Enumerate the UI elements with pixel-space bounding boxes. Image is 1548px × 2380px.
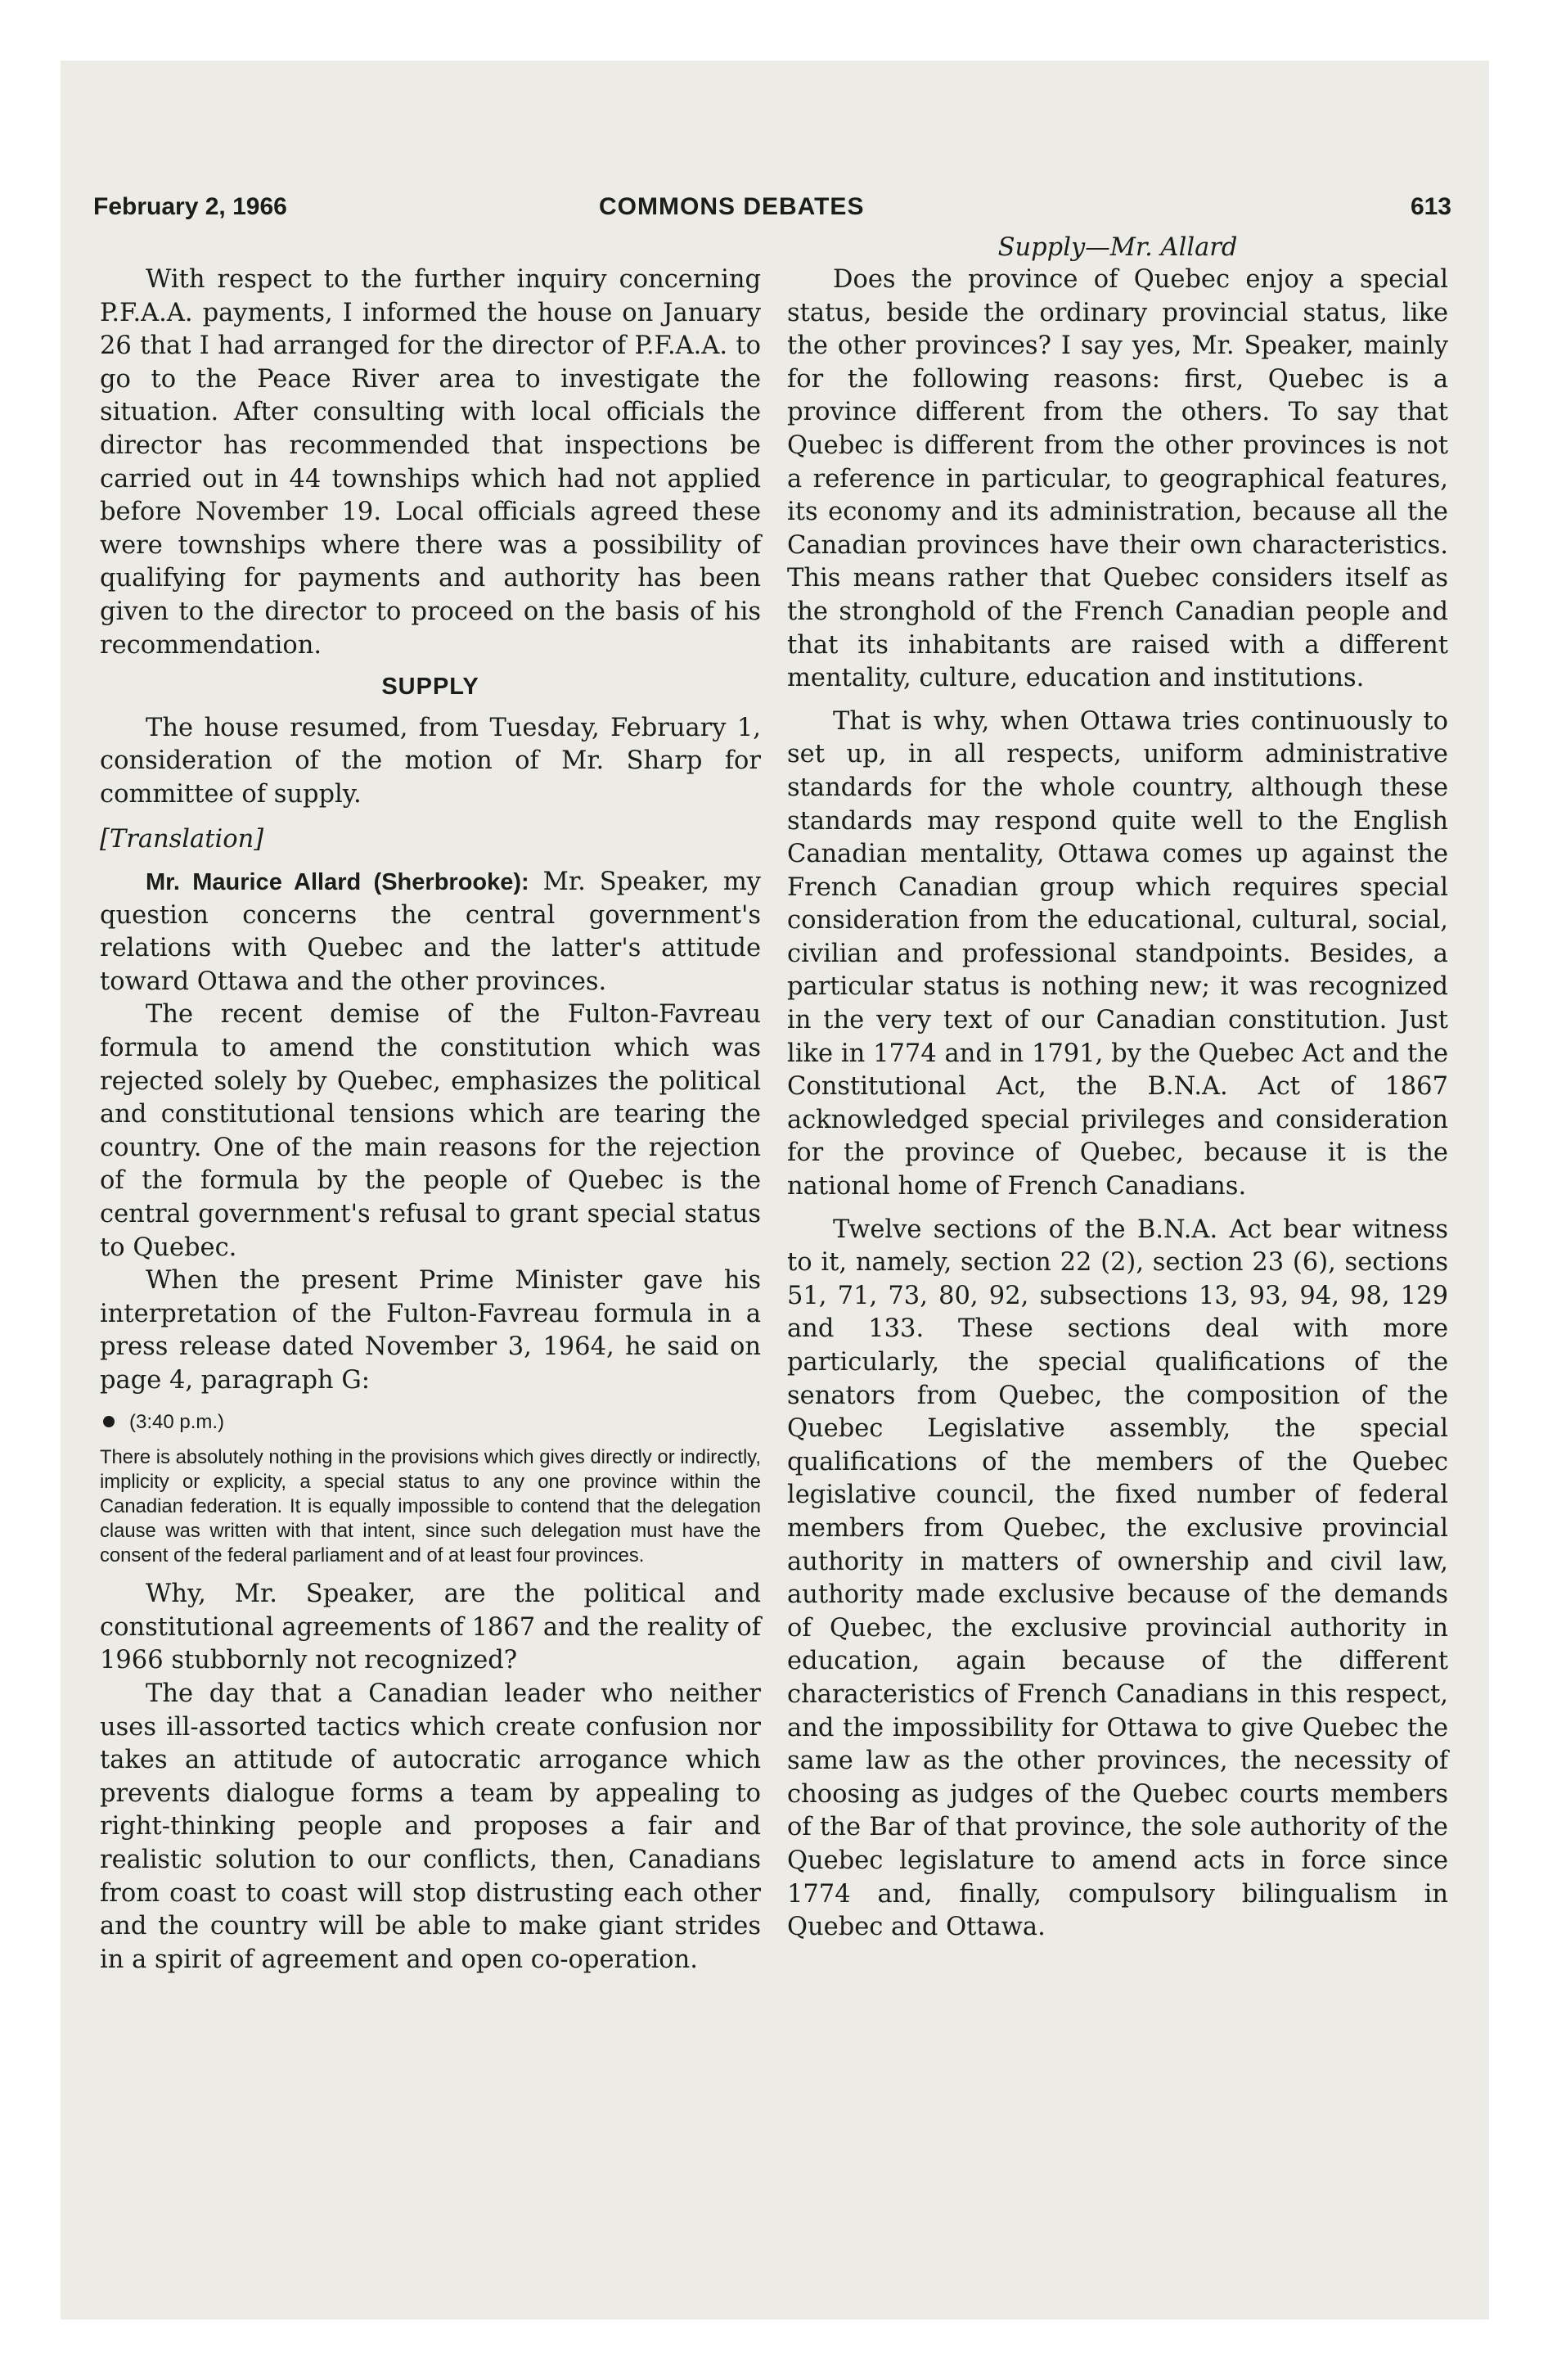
speech-opening [100, 866, 761, 998]
paragraph: Why, Mr. Speaker, are the political and constitutional agreements of 1867 and the reality of 1966 stubbornly not recognized? [100, 1580, 761, 1675]
paragraph: Mr. Speaker, my question concerns the central government's relations with Quebec and the latter's attitude toward Ottawa and the other provinces. [100, 868, 761, 996]
header-title: COMMONS DEBATES [599, 193, 865, 220]
paragraph: Does the province of Quebec enjoy a special status, beside the ordinary provincial status, like the other provinces? I say yes, Mr. Speaker, mainly for the following reasons: first, Quebec is a province different from the others. To say that Quebec is different from the other provinces is not a reference in particular, to geographical features, its economy and its administration, because all the Canadian provinces have their own characteristics. This means rather that Quebec considers itself as the stronghold of the French Canadian people and that its inhabitants are raised with a different mentality, culture, education and institutions. [787, 265, 1448, 693]
bullet-icon [103, 1416, 115, 1427]
paragraph: With respect to the further inquiry concerning P.F.A.A. payments, I informed the house on January 26 that I had arranged for the director of P.F.A.A. to go to the Peace River area to investigate the situation. After consulting with local officials the director has recommended that inspections be carried out in 44 townships which had not applied before November 19. Local officials agreed these were townships where there was a possibility of qualifying for payments and authority has been given to the director to proceed on the basis of his recommendation. [100, 265, 761, 660]
running-head: Supply—Mr. Allard [997, 233, 1238, 262]
speaker-name: Mr. Maurice Allard (Sherbrooke): [146, 869, 529, 896]
paragraph: Twelve sections of the B.N.A. Act bear witness to it, namely, section 22 (2), section 23 (6), sections 51, 71, 73, 80, 92, subsections 13, 93, 94, 98, 129 and 133. These sections deal with more particularly, the special qualifications of the senators from Quebec, the composition of the Quebec Legislative assembly, the special qualifications of the members of the Quebec legislative council, the fixed number of federal members from Quebec, the exclusive provincial authority in matters of ownership and civil law, authority made exclusive because of the demands of Quebec, the exclusive provincial authority in education, again because of the different characteristics of French Canadians in this respect, and the impossibility for Ottawa to give Quebec the same law as the other provinces, the necessity of choosing as judges of the Quebec courts members of the Bar of that province, the sole authority of the Quebec legislature to amend acts in force since 1774 and, finally, compulsory bilingualism in Quebec and Ottawa. [787, 1215, 1448, 1942]
left-column [100, 264, 761, 1977]
block-quote: There is absolutely nothing in the provisions which gives directly or indirectly, implicity or explicity, a special status to any one province within the Canadian federation. It is equally impossible to contend that the delegation clause was written with that intent, since such delegation must have the consent of the federal parliament and of at least four provinces. [100, 1446, 761, 1567]
paragraph: The recent demise of the Fulton-Favreau formula to amend the constitution which was rejected solely by Quebec, emphasizes the political and constitutional tensions which are tearing the country. One of the main reasons for the rejection of the formula by the people of Quebec is the central government's refusal to grant special status to Quebec. [100, 1000, 761, 1262]
time-marker [100, 1406, 761, 1440]
paragraph: The day that a Canadian leader who neither uses ill-assorted tactics which create confusion nor takes an attitude of autocratic arrogance which prevents dialogue forms a team by appealing to right-thinking people and proposes a fair and realistic solution to our conflicts, then, Canadians from coast to coast will stop distrusting each other and the country will be able to make giant strides in a spirit of agreement and open co-operation. [100, 1679, 761, 1974]
paragraph: The house resumed, from Tuesday, February 1, consideration of the motion of Mr. Sharp for committee of supply. [100, 713, 761, 809]
page-header [93, 193, 1451, 229]
paragraph: When the present Prime Minister gave his interpretation of the Fulton-Favreau formula in a press release dated November 3, 1964, he said on page 4, paragraph G: [100, 1266, 761, 1395]
page-number: 613 [1410, 193, 1451, 220]
paragraph: That is why, when Ottawa tries continuously to set up, in all respects, uniform administrative standards for the whole country, although these standards may respond quite well to the English Canadian mentality, Ottawa comes up against the French Canadian group which requires special consideration from the educational, cultural, social, civilian and professional standpoints. Besides, a particular status is nothing new; it was recognized in the very text of our Canadian constitution. Just like in 1774 and in 1791, by the Quebec Act and the Constitutional Act, the B.N.A. Act of 1867 acknowledged special privileges and consideration for the province of Quebec, because it is the national home of French Canadians. [787, 706, 1448, 1201]
header-date: February 2, 1966 [93, 193, 287, 220]
time-marker-text: (3:40 p.m.) [129, 1410, 225, 1433]
section-heading: SUPPLY [381, 674, 479, 701]
right-column [787, 264, 1448, 1945]
translation-label: [Translation] [100, 824, 264, 854]
